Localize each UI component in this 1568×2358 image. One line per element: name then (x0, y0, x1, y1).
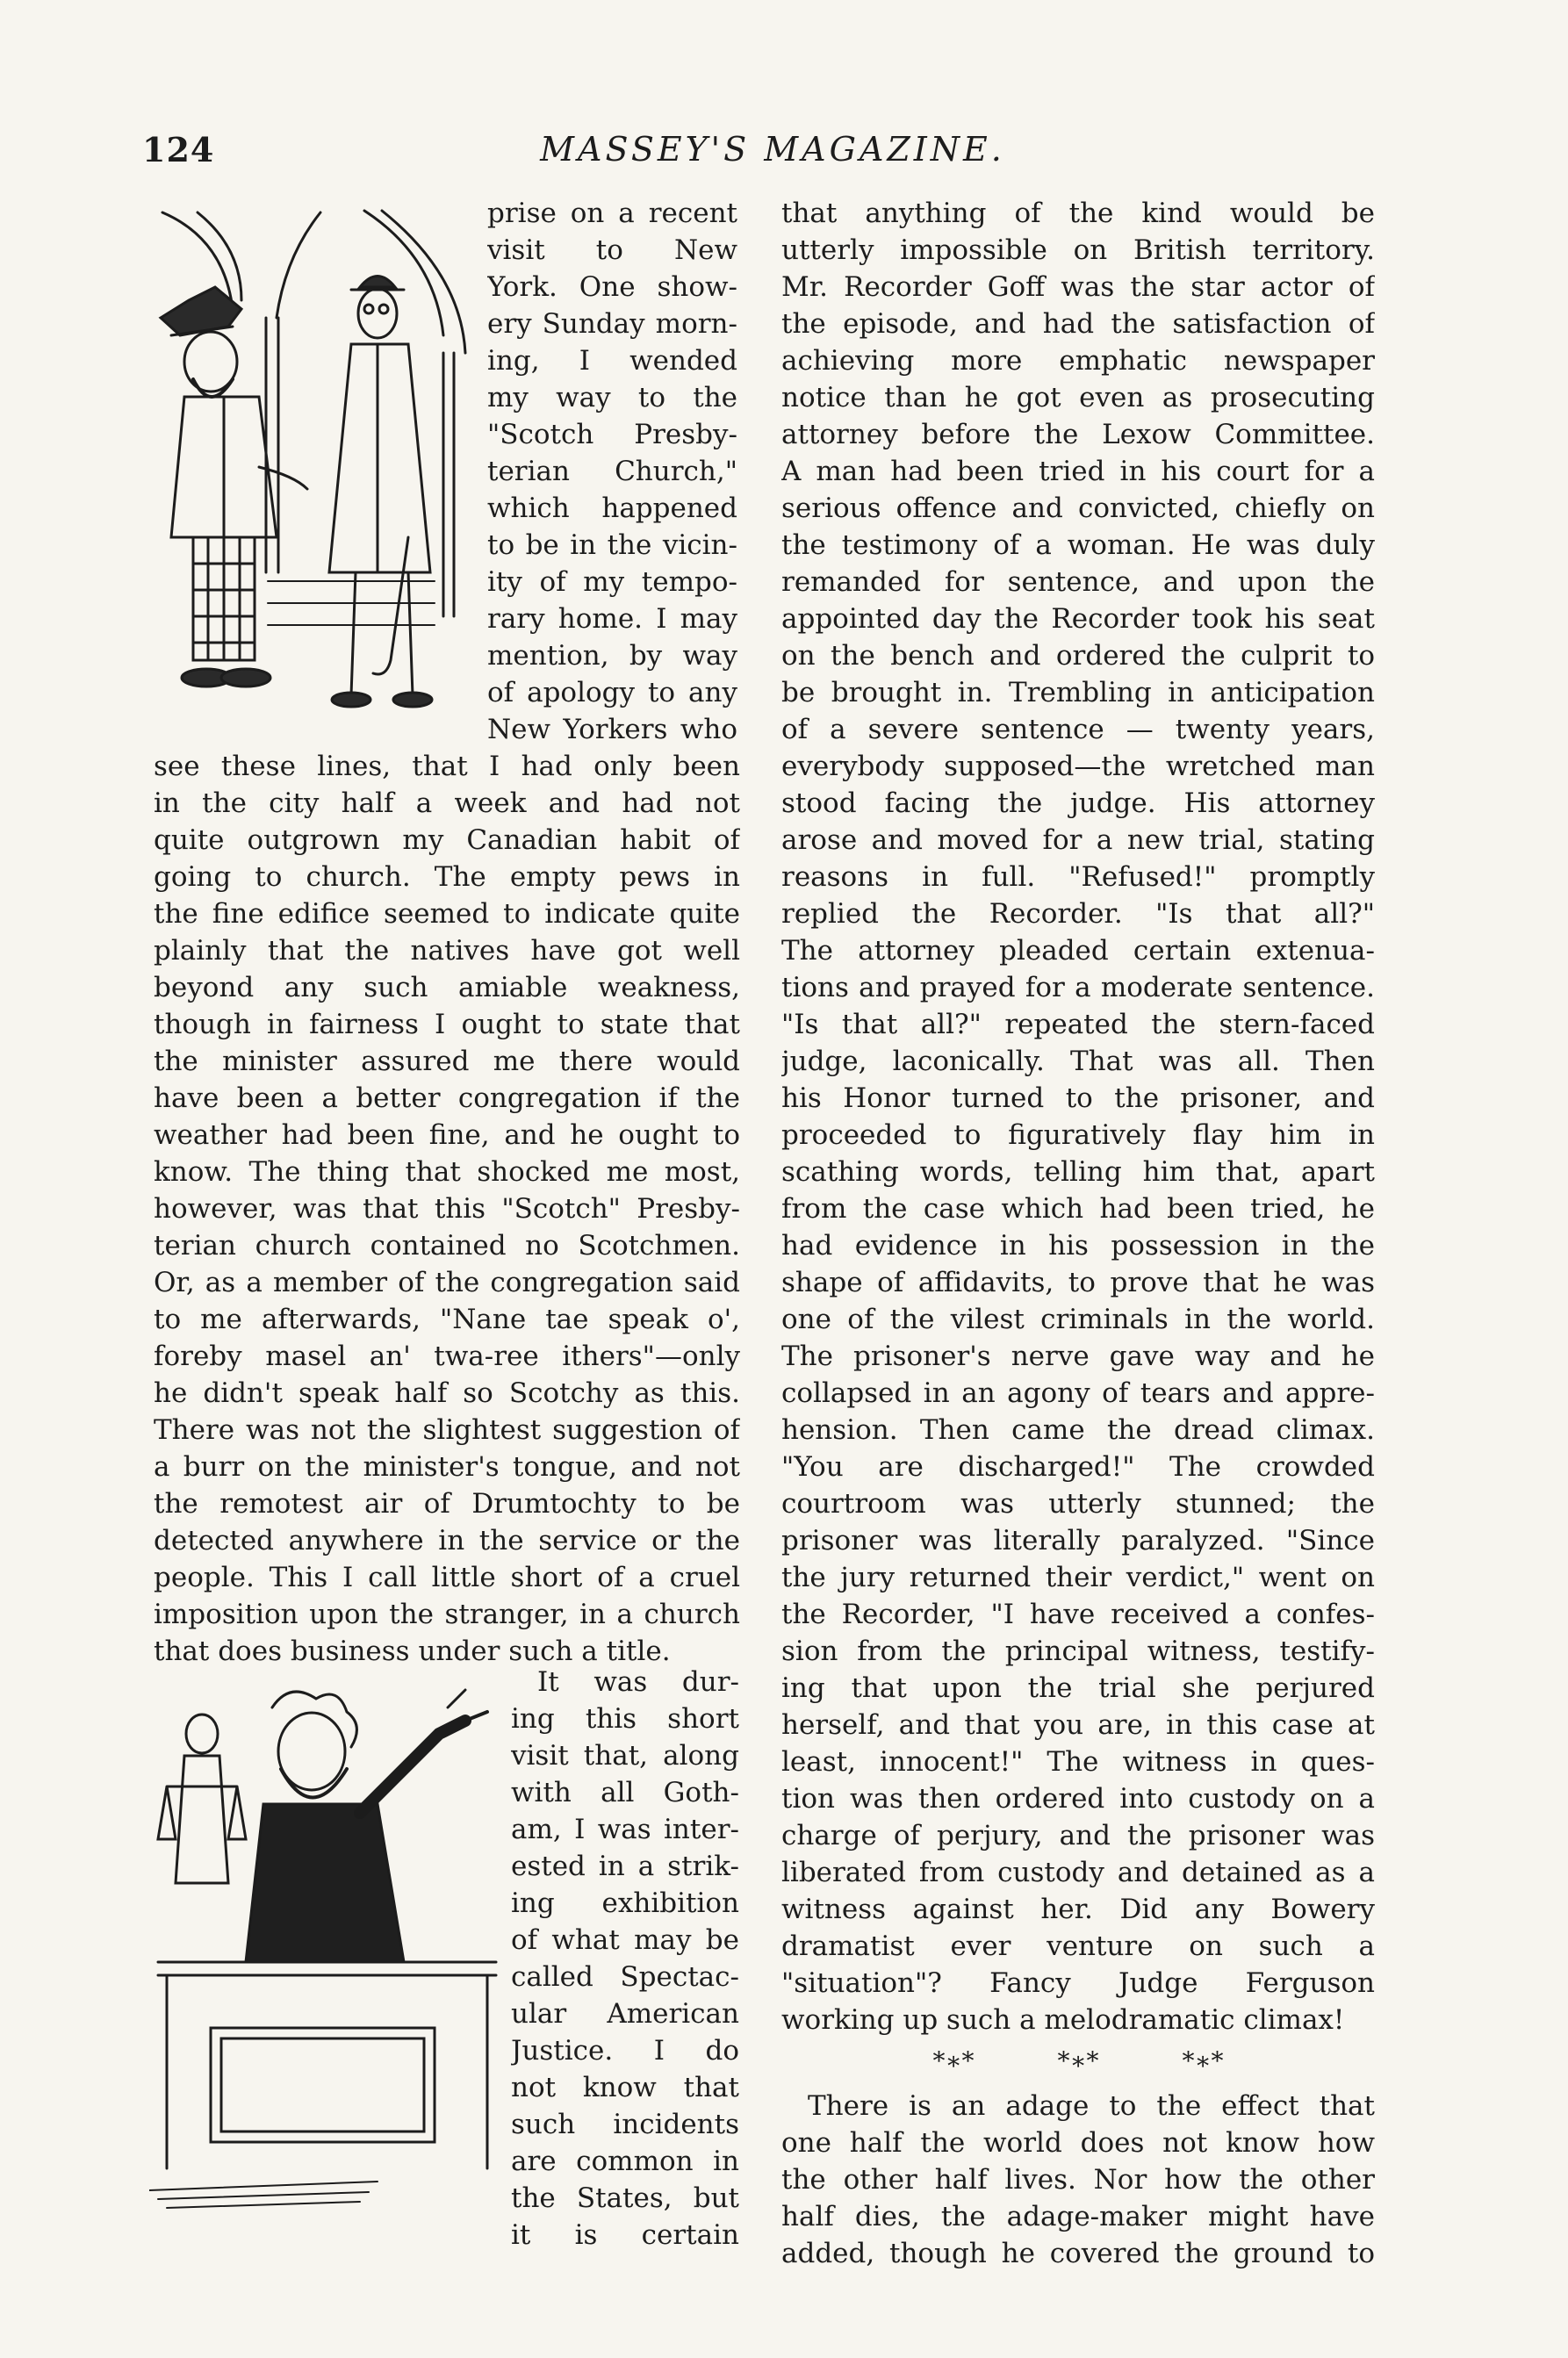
text-line: to be in the vicin- (487, 529, 737, 561)
text-line: "Scotch Presby- (487, 419, 737, 450)
text-line: which happened (487, 492, 737, 524)
text-line: charge of perjury, and the prisoner was (781, 1820, 1375, 1851)
text-line: hension. Then came the dread climax. (781, 1414, 1375, 1446)
text-line: of what may be (511, 1924, 739, 1956)
text-line: ested in a strik- (511, 1851, 739, 1882)
text-line: The attorney pleaded certain extenua- (781, 935, 1375, 967)
text-line: serious offence and convicted, chiefly on (781, 492, 1375, 524)
text-line: half dies, the adage-maker might have (781, 2201, 1375, 2232)
text-line: Justice. I do (511, 2035, 739, 2067)
text-line: one half the world does not know how (781, 2127, 1375, 2159)
text-line: the fine edifice seemed to indicate quite (154, 898, 740, 930)
text-line: in the city half a week and had not (154, 787, 740, 819)
text-line: ular American (511, 1998, 739, 2030)
text-line: prise on a recent (487, 198, 737, 229)
text-line: the remotest air of Drumtochty to be (154, 1488, 740, 1520)
text-line: ity of my tempo- (487, 566, 737, 598)
text-line: judge, laconically. That was all. Then (781, 1046, 1375, 1077)
text-line: plainly that the natives have got well (154, 935, 740, 967)
text-line: however, was that this "Scotch" Presby- (154, 1193, 740, 1225)
text-line: see these lines, that I had only been (154, 751, 740, 782)
text-line: one of the vilest criminals in the world. (781, 1304, 1375, 1335)
text-line: notice than he got even as prosecuting (781, 382, 1375, 413)
text-line: the episode, and had the satisfaction of (781, 308, 1375, 340)
text-line: utterly impossible on British territory. (781, 234, 1375, 266)
text-line: are common in (511, 2146, 739, 2177)
page-number: 124 (142, 130, 215, 169)
section-break-stars: *∗* (932, 2046, 975, 2075)
text-line: Mr. Recorder Goff was the star actor of (781, 271, 1375, 303)
text-line: ing this short (511, 1703, 739, 1735)
text-line: going to church. The empty pews in (154, 861, 740, 893)
text-line: tions and prayed for a moderate sentence. (781, 972, 1375, 1003)
text-line: tion was then ordered into custody on a (781, 1783, 1375, 1815)
text-line: herself, and that you are, in this case at (781, 1709, 1375, 1741)
text-line: courtroom was utterly stunned; the (781, 1488, 1375, 1520)
text-line: to me afterwards, "Nane tae speak o', (154, 1304, 740, 1335)
text-line: the testimony of a woman. He was duly (781, 529, 1375, 561)
text-line: working up such a melodramatic climax! (781, 2004, 1345, 2036)
text-line: the Recorder, "I have received a confes- (781, 1599, 1375, 1630)
text-line: people. This I call little short of a cruel (154, 1562, 740, 1593)
text-line: visit that, along (511, 1740, 739, 1772)
text-line: be brought in. Trembling in anticipation (781, 677, 1375, 708)
text-line: though in fairness I ought to state that (154, 1009, 740, 1040)
text-line: rary home. I may (487, 603, 737, 635)
text-line: The prisoner's nerve gave way and he (781, 1341, 1375, 1372)
text-line: of apology to any (487, 677, 737, 708)
text-line: scathing words, telling him that, apart (781, 1156, 1375, 1188)
text-line: There is an adage to the effect that (808, 2090, 1375, 2122)
text-line: collapsed in an agony of tears and appre- (781, 1377, 1375, 1409)
text-line: not know that (511, 2072, 739, 2103)
text-line: quite outgrown my Canadian habit of (154, 824, 740, 856)
text-line: the States, but (511, 2182, 739, 2214)
text-line: sion from the principal witness, testify- (781, 1636, 1375, 1667)
text-line: added, though he covered the ground to (781, 2238, 1375, 2269)
scotsman-and-new-yorker-cartoon (145, 204, 483, 744)
text-line: visit to New (487, 234, 737, 266)
text-line: ing exhibition (511, 1887, 739, 1919)
text-line: appointed day the Recorder took his seat (781, 603, 1375, 635)
text-line: had evidence in his possession in the (781, 1230, 1375, 1262)
text-line: the jury returned their verdict," went on (781, 1562, 1375, 1593)
text-line: arose and moved for a new trial, stating (781, 824, 1375, 856)
text-line: weather had been fine, and he ought to (154, 1119, 740, 1151)
text-line: know. The thing that shocked me most, (154, 1156, 740, 1188)
text-line: have been a better congregation if the (154, 1082, 740, 1114)
text-line: ing, I wended (487, 345, 737, 377)
text-line: liberated from custody and detained as a (781, 1857, 1375, 1888)
text-line: everybody supposed—the wretched man (781, 751, 1375, 782)
text-line: attorney before the Lexow Committee. (781, 419, 1375, 450)
text-line: ing that upon the trial she perjured (781, 1672, 1375, 1704)
left-column-top-text (487, 195, 737, 748)
text-line: mention, by way (487, 640, 737, 672)
text-line: with all Goth- (511, 1777, 739, 1808)
text-line: terian Church," (487, 456, 737, 487)
text-line: that does business under such a title. (154, 1636, 671, 1667)
text-line: "You are discharged!" The crowded (781, 1451, 1375, 1483)
text-line: my way to the (487, 382, 737, 413)
text-line: it is certain (511, 2219, 739, 2251)
section-break-stars: *∗* (1182, 2046, 1224, 2075)
text-line: the other half lives. Nor how the other (781, 2164, 1375, 2196)
text-line: imposition upon the stranger, in a church (154, 1599, 740, 1630)
left-column-bottom-text (511, 1664, 739, 2254)
text-line: ery Sunday morn- (487, 308, 737, 340)
text-line: that anything of the kind would be (781, 198, 1375, 229)
text-line: the minister assured me there would (154, 1046, 740, 1077)
text-line: dramatist ever venture on such a (781, 1930, 1375, 1962)
text-line: detected anywhere in the service or the (154, 1525, 740, 1556)
text-line: he didn't speak half so Scotchy as this. (154, 1377, 740, 1409)
text-line: called Spectac- (511, 1961, 739, 1993)
text-line: shape of affidavits, to prove that he was (781, 1267, 1375, 1298)
text-line: beyond any such amiable weakness, (154, 972, 740, 1003)
text-line: foreby masel an' twa-ree ithers"—only (154, 1341, 740, 1372)
text-line: Or, as a member of the congregation said (154, 1267, 740, 1298)
text-line: It was dur- (537, 1666, 739, 1698)
text-line: his Honor turned to the prisoner, and (781, 1082, 1375, 1114)
text-line: of a severe sentence — twenty years, (781, 714, 1375, 745)
text-line: "situation"? Fancy Judge Ferguson (781, 1967, 1375, 1999)
judge-pointing-cartoon (149, 1672, 505, 2212)
text-line: am, I was inter- (511, 1814, 739, 1845)
text-line: There was not the slightest suggestion of (154, 1414, 740, 1446)
text-line: such incidents (511, 2109, 739, 2140)
text-line: achieving more emphatic newspaper (781, 345, 1375, 377)
text-line: York. One show- (487, 271, 737, 303)
text-line: New Yorkers who (487, 714, 737, 745)
text-line: remanded for sentence, and upon the (781, 566, 1375, 598)
running-head: MASSEY'S MAGAZINE. (540, 130, 1005, 169)
section-break-stars: *∗* (1057, 2046, 1099, 2075)
text-line: a burr on the minister's tongue, and not (154, 1451, 740, 1483)
text-line: from the case which had been tried, he (781, 1193, 1375, 1225)
text-line: proceeded to figuratively flay him in (781, 1119, 1375, 1151)
left-column-main-text (154, 748, 740, 1670)
text-line: witness against her. Did any Bowery (781, 1894, 1375, 1925)
text-line: terian church contained no Scotchmen. (154, 1230, 740, 1262)
section-break (781, 2040, 1375, 2082)
text-line: A man had been tried in his court for a (781, 456, 1375, 487)
text-line: least, innocent!" The witness in ques- (781, 1746, 1375, 1778)
text-line: reasons in full. "Refused!" promptly (781, 861, 1375, 893)
right-column-text (781, 195, 1375, 2272)
text-line: replied the Recorder. "Is that all?" (781, 898, 1375, 930)
text-line: prisoner was literally paralyzed. "Since (781, 1525, 1375, 1556)
text-line: "Is that all?" repeated the stern-faced (781, 1009, 1375, 1040)
text-line: on the bench and ordered the culprit to (781, 640, 1375, 672)
text-line: stood facing the judge. His attorney (781, 787, 1375, 819)
